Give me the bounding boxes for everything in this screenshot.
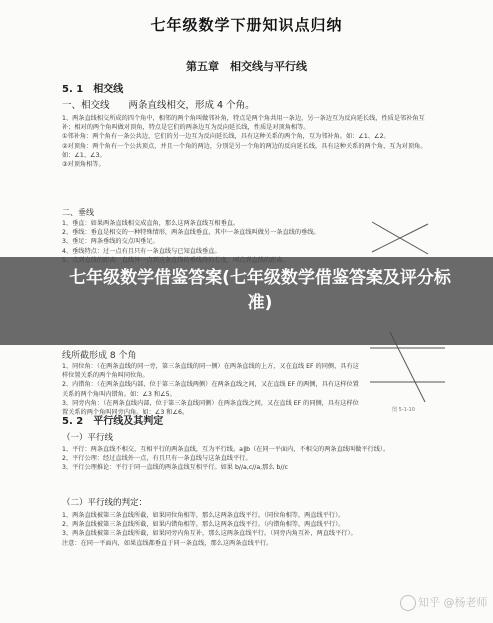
zhihu-icon xyxy=(400,595,416,611)
paragraph-line: 1、平行：两条直线不相交，互相平行的两条直线，互为平行线。a∥b（在同一平面内，不相交的两条直线叫做平行线）。 xyxy=(62,446,390,453)
subheading-parallel-lines: （一）平行线 xyxy=(62,433,114,443)
section-heading-5-2: 5. 2 平行线及其判定 xyxy=(62,416,164,427)
watermark-text: 知乎 @杨老师 xyxy=(418,596,488,609)
paragraph-line: 4、垂线特点：过一点有且只有一条直线与已知直线垂直。 xyxy=(62,247,221,255)
paragraph-line: ①邻补角：两个角有一条公共边，它们的另一边互为反向延长线，具有这种关系的两个角，互为邻补角。如：∠1、∠2。 xyxy=(62,133,390,141)
chapter-heading: 第五章 相交线与平行线 xyxy=(186,60,307,73)
intersecting-lines-figure xyxy=(370,212,430,262)
paragraph-line: 2、两条直线被第三条直线所截，如果内错角相等，那么这两条直线平行。（内错角相等，两直线平行）。 xyxy=(62,521,345,529)
watermark xyxy=(400,594,488,611)
paragraph-line: 3、同旁内角：（在两条直线内部，位于第三条直线同侧）在两条直线之间，又在直线 EF 的同侧，具有这样位置关系的两个角叫同旁内角。如：∠3 和∠6。 xyxy=(62,399,359,417)
paragraph-line: 1、两条直线被第三条直线所截，如果同位角相等，那么这两条直线平行。（同位角相等，两直线平行）。 xyxy=(62,512,345,519)
paragraph-line: 1、两条直线相交所成的四个角中，相邻的两个角叫做邻补角，特点是两个角共用一条边，另一条边互为反向延长线，性质是邻补角互补；相对的两个角叫做对顶角，特点是它们的两条边互为反向延长线，性质是对顶角相等。 xyxy=(62,115,425,132)
article-title: 七年级数学借鉴答案(七年级数学借鉴答案及评分标准) xyxy=(69,268,451,313)
paragraph-line: 1、同位角：（在两条直线的同一旁，第三条直线的同一侧）在两条直线的上方，又在直线 EF 的同侧，具有这样位置关系的两个角叫同位角。 xyxy=(62,363,359,380)
subheading-intersecting-lines: 一、相交线 两条直线相交，形成 4 个角。 xyxy=(62,100,255,111)
paragraph-criteria xyxy=(62,511,427,548)
paragraph-line: 3、平行公理推论：平行于同一直线的两条直线互相平行。如果 b//a,c//a,那么 b//c xyxy=(62,464,288,472)
paragraph-intersecting xyxy=(62,114,427,169)
subheading-parallel-criteria: （二）平行线的判定： xyxy=(62,498,148,508)
paragraph-line: 1、垂直：如果两条直线相交成直角，那么这两条直线互相垂直。 xyxy=(62,220,240,227)
paragraph-line: 注意：在同一平面内，如果直线都垂直于同一条直线，那么这两条直线平行。 xyxy=(62,539,273,547)
paragraph-line: ②对顶角：两个角有一个公共顶点，并且一个角的两边，分别是另一个角的两边的反向延长线，具有这种关系的两个角，互为对顶角。如：∠1、∠3。 xyxy=(62,142,427,159)
paragraph-line: 2、垂线：垂直是相交的一种特殊情形，两条直线垂直，其中一条直线叫做另一条直线的垂线。 xyxy=(62,229,320,237)
subheading-perpendicular: 二、垂线 xyxy=(62,208,94,217)
paragraph-line: 2、平行公理：经过直线外一点，有且只有一条直线与这条直线平行。 xyxy=(62,455,252,463)
paragraph-line: ③对顶角相等。 xyxy=(62,161,105,169)
paragraph-line: 3、两条直线被第三条直线所截，如果同旁内角互补，那么这两条直线平行。（同旁内角互补，两直线平行）。 xyxy=(62,530,357,538)
paragraph-line: 线所截形成 8 个角 xyxy=(62,351,137,361)
paragraph-angles xyxy=(62,350,362,417)
document-title: 七年级数学下册知识点归纳 xyxy=(150,16,343,34)
section-heading-5-1: 5. 1 相交线 xyxy=(62,84,124,95)
paragraph-line: 2、内错角：（在两条直线内部，位于第三条直线两侧）在两条直线之间，又在直线 EF 的两侧，具有这样位置关系的两个角叫内错角。如：∠3 和∠5。 xyxy=(62,381,359,398)
paragraph-line: 3、垂足：两条垂线的交点叫垂足。 xyxy=(62,238,159,246)
figure-caption: 图 5-1-10 xyxy=(392,407,415,413)
paragraph-parallel xyxy=(62,445,427,473)
